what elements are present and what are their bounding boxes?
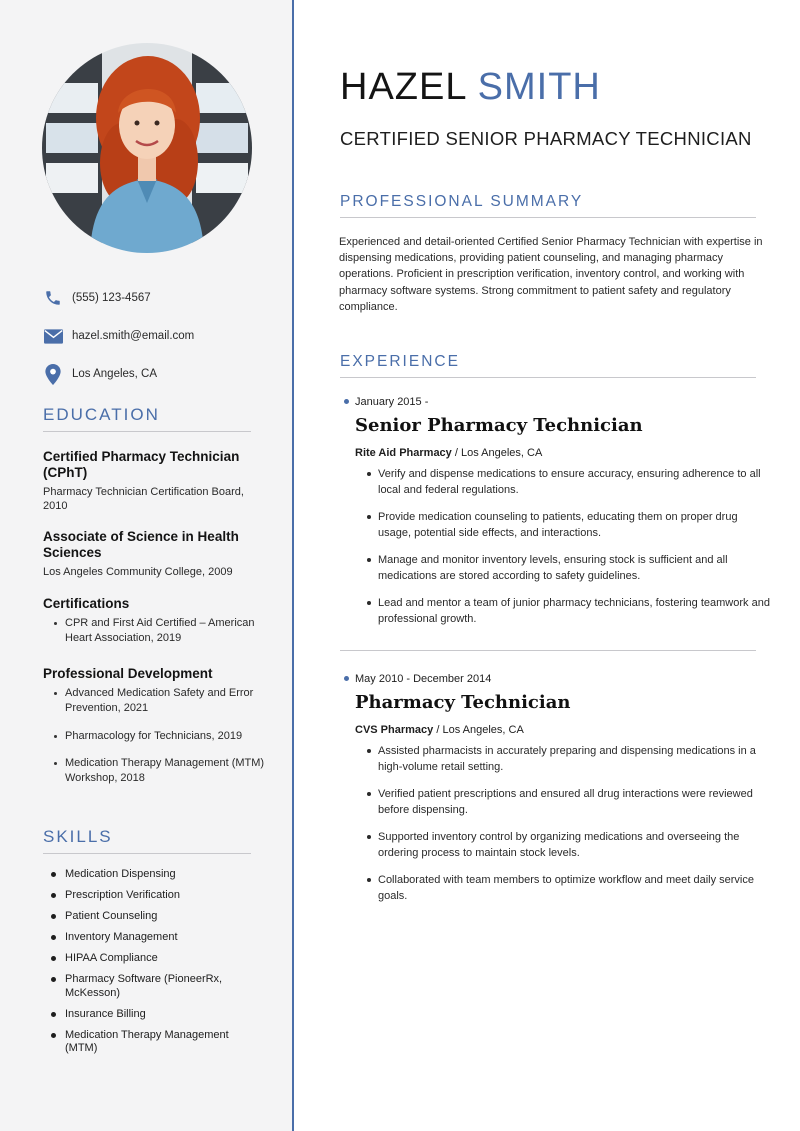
education-item-detail: Pharmacy Technician Certification Board, 2010 <box>43 486 244 512</box>
duty-item: Verified patient prescriptions and ensured all drug interactions were reviewed before dispensing. <box>370 786 770 818</box>
separator: / <box>454 447 458 459</box>
skill-item: Insurance Billing <box>50 1008 250 1022</box>
certifications-list <box>52 616 267 646</box>
professional-development-list <box>52 686 267 786</box>
job-location: Los Angeles, CA <box>460 447 543 459</box>
full-name <box>340 66 601 109</box>
duty-item: Verify and dispense medications to ensure accuracy, ensuring adherence to all local and federal regulations. <box>370 466 770 498</box>
job-duties <box>370 466 770 638</box>
duty-item: Assisted pharmacists in accurately preparing and dispensing medications in a high-volume retail setting. <box>370 743 770 775</box>
certifications-title: Certifications <box>43 596 130 611</box>
skills-heading: SKILLS <box>43 827 251 854</box>
job-duties <box>370 743 770 915</box>
duty-item: Lead and mentor a team of junior pharmacy technicians, fostering teamwork and professional growth. <box>370 595 770 627</box>
professional-development-item: Advanced Medication Safety and Error Prevention, 2021 <box>52 686 267 716</box>
mail-icon <box>43 326 63 346</box>
contact-email <box>43 326 273 346</box>
location-pin-icon <box>43 364 63 384</box>
contact-location <box>43 364 273 384</box>
job-dates: January 2015 - <box>355 396 429 408</box>
last-name: SMITH <box>477 66 601 108</box>
skill-item: Pharmacy Software (PioneerRx, McKesson) <box>50 973 250 1000</box>
main-content <box>296 0 800 1131</box>
certification-item: CPR and First Aid Certified – American Heart Association, 2019 <box>52 616 267 646</box>
job-company: Rite Aid Pharmacy <box>355 447 452 459</box>
profile-photo-illustration <box>42 43 252 253</box>
education-item-detail: Los Angeles Community College, 2009 <box>43 566 233 578</box>
job-company-line <box>355 724 524 736</box>
professional-development-title: Professional Development <box>43 666 213 681</box>
education-item-title: Associate of Science in Health Sciences <box>43 529 239 560</box>
phone-number: (555) 123-4567 <box>72 292 151 304</box>
summary-text: Experienced and detail-oriented Certified Senior Pharmacy Technician with expertise in dispensing medications, providing patient counseling, and managing pharmacy operations. Proficient in prescription verification, inventory control, and working with pharmacy software systems. Strong commitment to patient safety and regulatory compliance. <box>339 236 763 313</box>
email-address: hazel.smith@email.com <box>72 330 195 342</box>
job-dates: May 2010 - December 2014 <box>355 673 492 685</box>
experience-heading: EXPERIENCE <box>340 353 756 378</box>
separator: / <box>436 724 440 736</box>
skill-item: Inventory Management <box>50 931 250 945</box>
summary-heading: PROFESSIONAL SUMMARY <box>340 193 756 218</box>
skill-item: Medication Therapy Management (MTM) <box>50 1029 250 1056</box>
education-heading: EDUCATION <box>43 405 251 432</box>
sidebar <box>0 0 294 1131</box>
duty-item: Collaborated with team members to optimize workflow and meet daily service goals. <box>370 872 770 904</box>
job-company: CVS Pharmacy <box>355 724 434 736</box>
skill-item: Medication Dispensing <box>50 868 250 882</box>
duty-item: Supported inventory control by organizing medications and overseeing the ordering process to maintain stock levels. <box>370 829 770 861</box>
job-role: Senior Pharmacy Technician <box>355 415 643 436</box>
education-item-title: Certified Pharmacy Technician (CPhT) <box>43 449 240 480</box>
timeline-dot <box>344 676 349 681</box>
professional-development-item: Medication Therapy Management (MTM) Workshop, 2018 <box>52 756 267 786</box>
profile-photo <box>42 43 252 253</box>
duty-item: Provide medication counseling to patients, educating them on proper drug usage, potential side effects, and interactions. <box>370 509 770 541</box>
skill-item: HIPAA Compliance <box>50 952 250 966</box>
skills-list <box>50 868 250 1063</box>
job-company-line <box>355 447 542 459</box>
phone-icon <box>43 288 63 308</box>
first-name: HAZEL <box>340 66 467 108</box>
skill-item: Prescription Verification <box>50 889 250 903</box>
skill-item: Patient Counseling <box>50 910 250 924</box>
professional-development-item: Pharmacology for Technicians, 2019 <box>52 729 267 744</box>
job-title: CERTIFIED SENIOR PHARMACY TECHNICIAN <box>340 128 752 149</box>
location-text: Los Angeles, CA <box>72 368 158 380</box>
job-role: Pharmacy Technician <box>355 692 571 713</box>
timeline-dot <box>344 399 349 404</box>
job-divider <box>340 650 756 651</box>
job-location: Los Angeles, CA <box>442 724 524 736</box>
duty-item: Manage and monitor inventory levels, ensuring stock is sufficient and all medications are stored according to safety guidelines. <box>370 552 770 584</box>
contact-phone <box>43 288 273 308</box>
